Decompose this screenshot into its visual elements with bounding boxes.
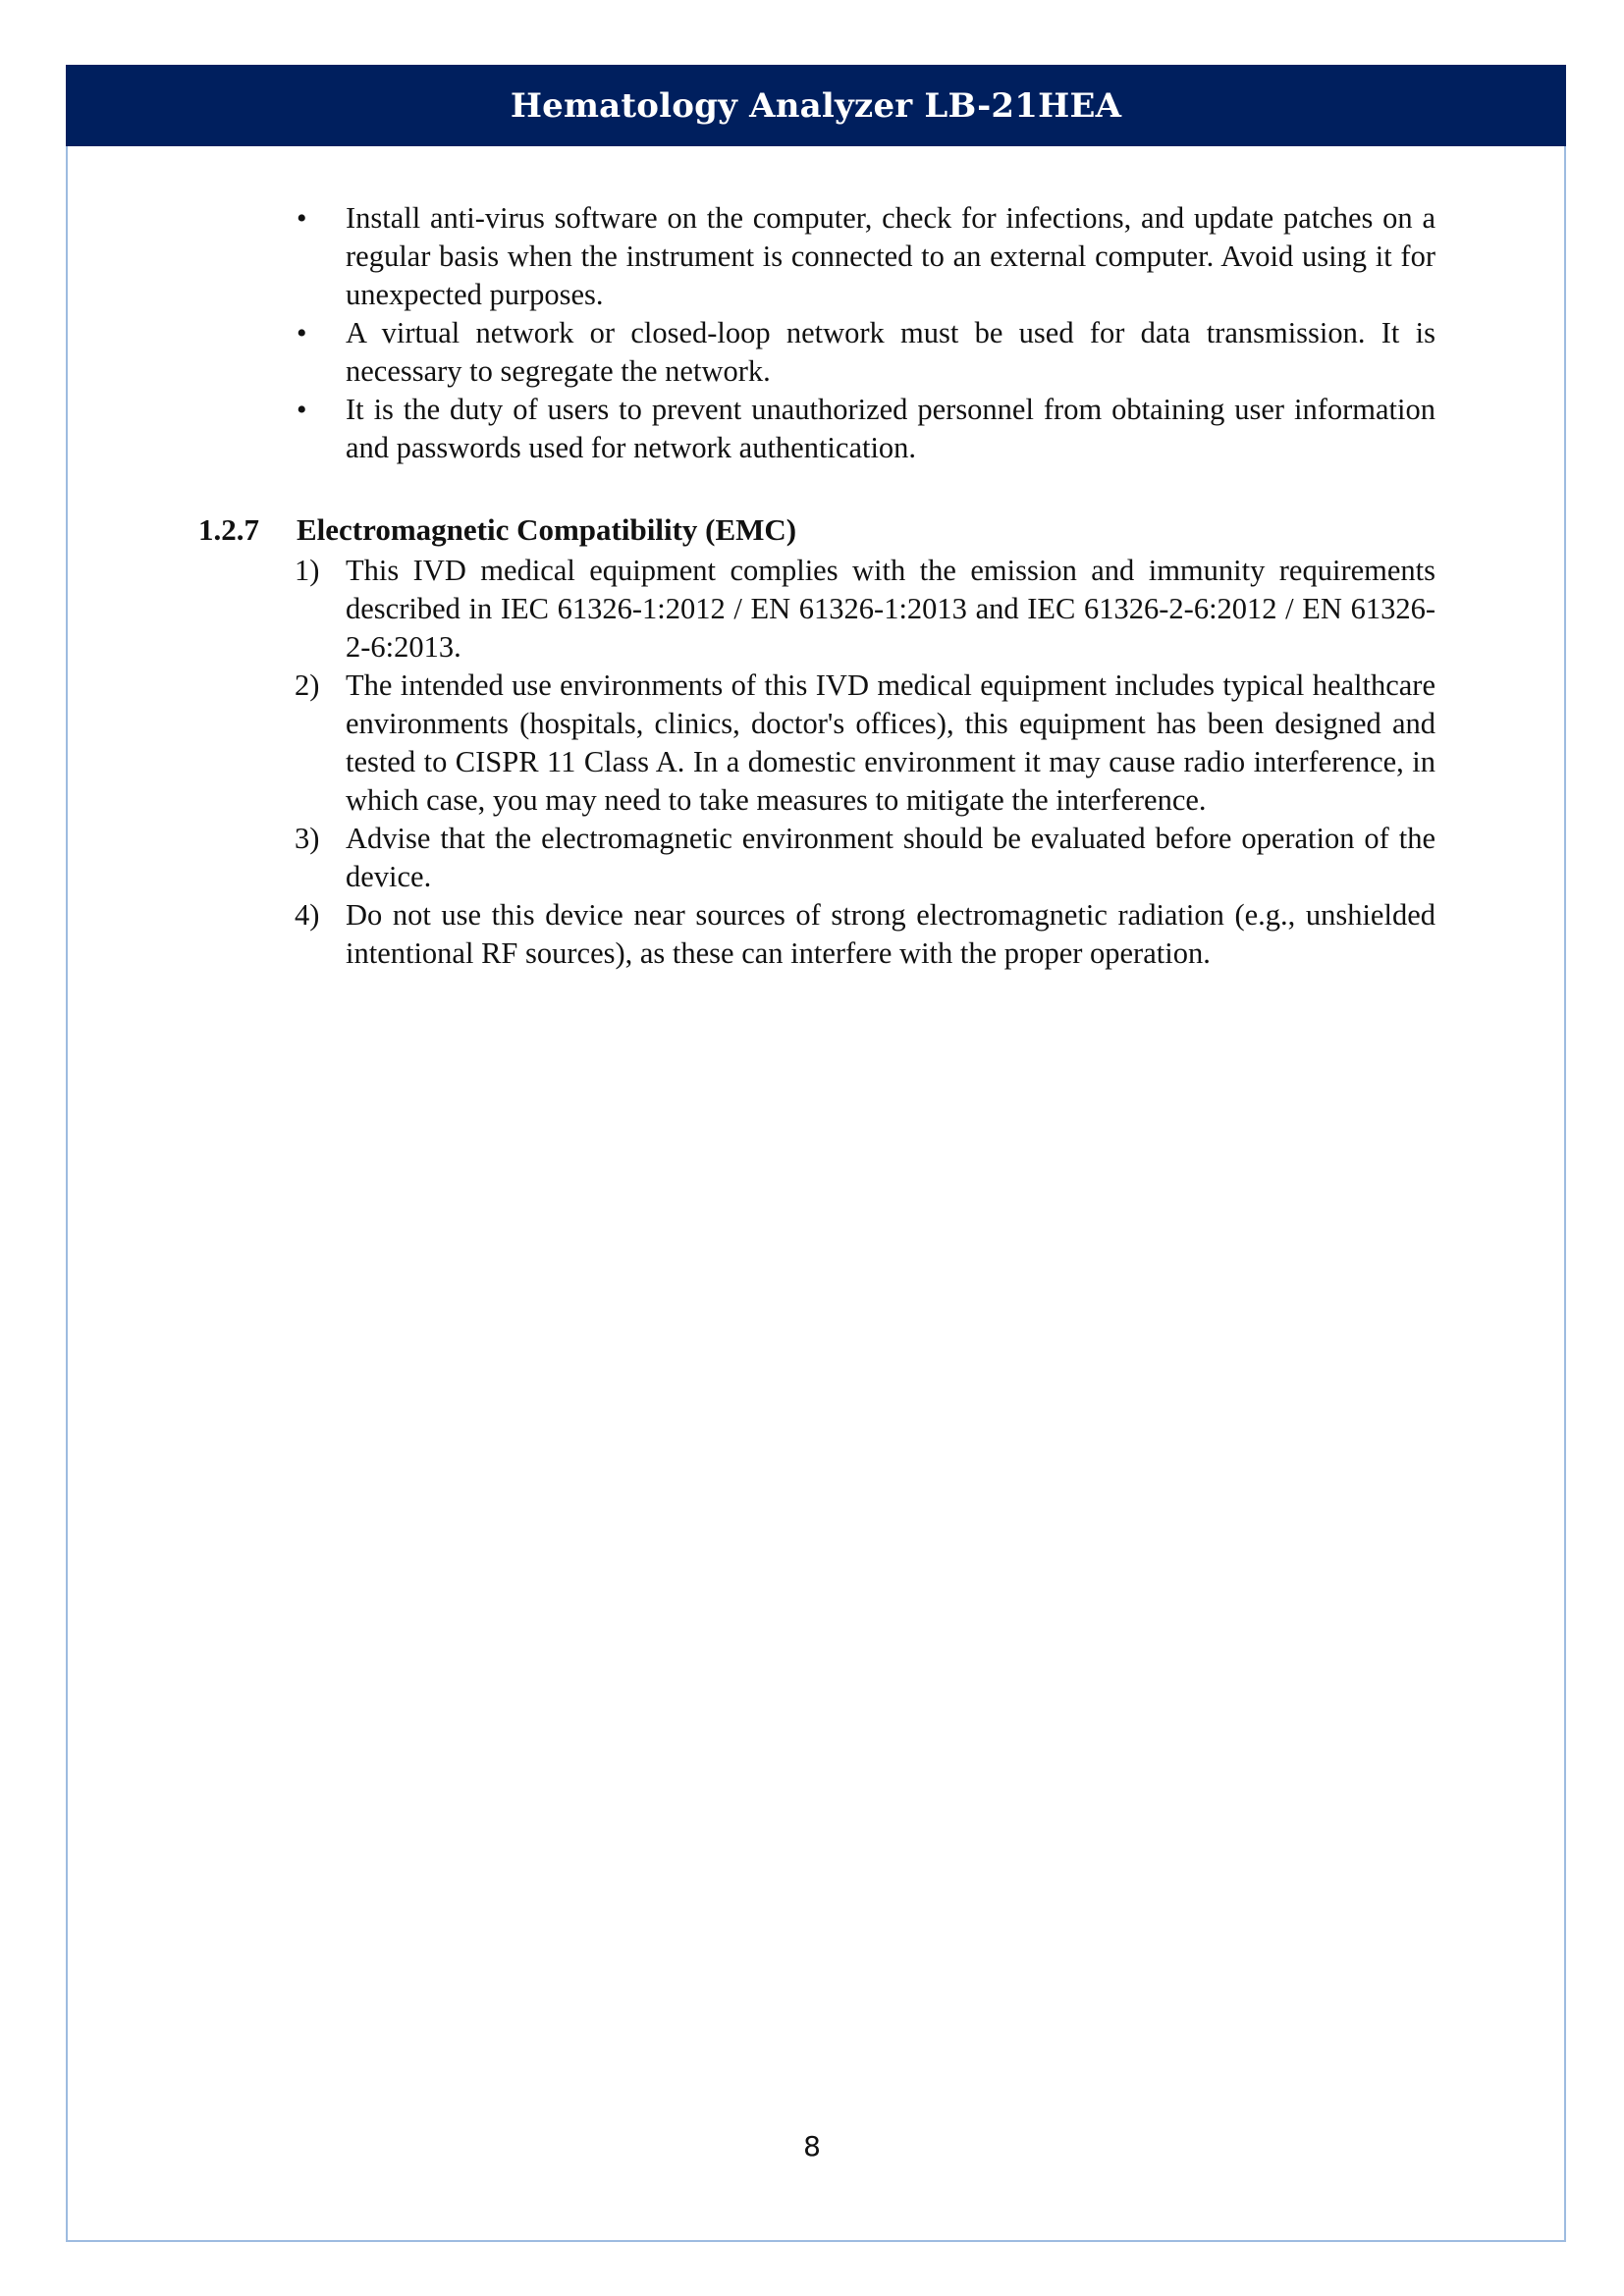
list-item: [295, 391, 1435, 467]
item-text: Advise that the electromagnetic environment should be evaluated before operation of the device.: [346, 822, 1435, 893]
list-item: [295, 199, 1435, 314]
bullet-icon: •: [297, 317, 307, 349]
section-title: Electromagnetic Compatibility (EMC): [297, 512, 797, 547]
item-text: The intended use environments of this IVD medical equipment includes typical healthcare environments (hospitals, clinics, doctor's offices), this equipment has been designed and tested to CISPR 11 Class A. In a domestic environment it may cause radio interference, in which case, you may need to take measures to mitigate the interference.: [346, 668, 1435, 817]
list-item: [295, 667, 1435, 820]
document-title: Hematology Analyzer LB-21HEA: [510, 85, 1122, 126]
item-marker: 2): [295, 668, 320, 702]
security-bullet-list: [295, 199, 1435, 467]
item-text: This IVD medical equipment complies with the emission and immunity requirements described in IEC 61326-1:2012 / EN 61326-1:2013 and IEC 61326-2-6:2012 / EN 61326-2-6:2013.: [346, 554, 1435, 664]
list-item: [295, 820, 1435, 896]
list-item: [295, 896, 1435, 973]
list-item: [295, 552, 1435, 667]
item-text: Do not use this device near sources of strong electromagnetic radiation (e.g., unshielded intentional RF sources), as these can interfere with the proper operation.: [346, 898, 1435, 970]
section-number: 1.2.7: [198, 512, 259, 547]
item-marker: 4): [295, 898, 320, 932]
section-heading: [198, 510, 796, 549]
bullet-text: Install anti-virus software on the computer, check for infections, and update patches on a regular basis when the instrument is connected to an external computer. Avoid using it for unexpected purposes.: [346, 201, 1435, 311]
item-marker: 3): [295, 822, 320, 855]
document-header: [66, 65, 1566, 146]
list-item: [295, 314, 1435, 391]
page-number: 8: [803, 2130, 821, 2163]
bullet-text: It is the duty of users to prevent unauthorized personnel from obtaining user information and passwords used for network authentication.: [346, 393, 1435, 464]
bullet-icon: •: [297, 394, 307, 426]
item-marker: 1): [295, 554, 320, 587]
emc-numbered-list: [295, 552, 1435, 973]
bullet-icon: •: [297, 202, 307, 235]
bullet-text: A virtual network or closed-loop network must be used for data transmission. It is necessary to segregate the network.: [346, 316, 1435, 388]
